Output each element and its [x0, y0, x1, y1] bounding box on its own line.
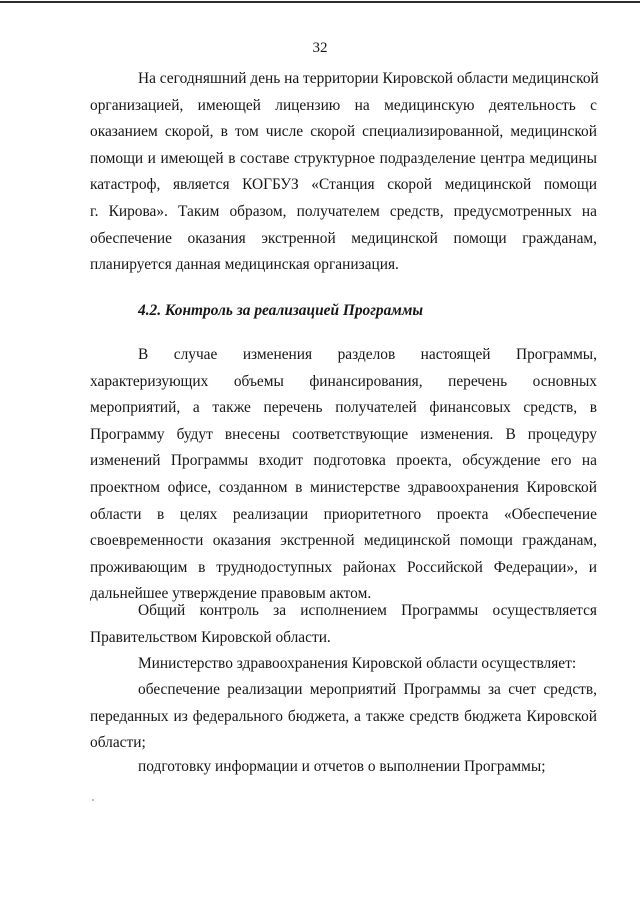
paragraph-5 — [90, 677, 597, 757]
text-line: В случае изменения разделов настоящей Программы, — [138, 346, 597, 363]
text-line: катастроф, является КОГБУЗ «Станция скорой медицинской помощи — [90, 176, 597, 194]
text-line: мероприятий, а также перечень получателей финансовых средств, в — [90, 399, 597, 417]
paragraph-3 — [90, 598, 597, 651]
paragraph-4 — [90, 651, 597, 678]
text-line: оказанием скорой, в том числе скорой специализированной, медицинской — [90, 123, 597, 141]
text-line: области в целях реализации приоритетного проекта «Обеспечение — [90, 505, 597, 523]
text-line: обеспечение оказания экстренной медицинской помощи гражданам, — [90, 229, 597, 247]
paragraph-2 — [90, 342, 597, 608]
text-line: своевременности оказания экстренной медицинской помощи гражданам, — [90, 532, 597, 550]
text-line: Министерство здравоохранения Кировской области осуществляет: — [138, 655, 577, 672]
text-line: Правительством Кировской области. — [90, 628, 331, 646]
text-line: изменений Программы входит подготовка проекта, обсуждение его на — [90, 452, 597, 470]
section-heading-block — [90, 298, 597, 325]
top-rule — [0, 1, 640, 3]
text-line: обеспечение реализации мероприятий Программы за счет средств, — [138, 681, 597, 698]
text-line: подготовку информации и отчетов о выполнении Программы; — [138, 758, 546, 775]
text-line: области; — [90, 734, 146, 752]
text-line: организацией, имеющей лицензию на медицинскую деятельность с — [90, 96, 597, 114]
text-line: проживающим в труднодоступных районах Российской Федерации», и — [90, 558, 597, 576]
text-line: переданных из федерального бюджета, а также средств бюджета Кировской — [90, 707, 597, 725]
section-heading: 4.2. Контроль за реализацией Программы — [138, 302, 424, 319]
text-line: проектном офисе, созданном в министерстве здравоохранения Кировской — [90, 478, 597, 496]
text-line: дальнейшее утверждение правовым актом. — [90, 585, 372, 603]
paragraph-6 — [90, 754, 597, 781]
text-line: помощи и имеющей в составе структурное подразделение центра медицины — [90, 149, 597, 167]
text-line: характеризующих объемы финансирования, перечень основных — [90, 372, 597, 390]
text-line: На сегодняшний день на территории Кировской области медицинской — [138, 70, 599, 87]
text-line: Программу будут внесены соответствующие изменения. В процедуру — [90, 425, 597, 443]
text-line: Общий контроль за исполнением Программы осуществляется — [138, 602, 597, 619]
text-line: г. Кирова». Таким образом, получателем средств, предусмотренных на — [90, 202, 597, 220]
page-number: 32 — [312, 40, 328, 56]
text-line: планируется данная медицинская организация. — [90, 256, 399, 274]
paragraph-1 — [90, 66, 597, 279]
scan-speck — [92, 799, 94, 801]
